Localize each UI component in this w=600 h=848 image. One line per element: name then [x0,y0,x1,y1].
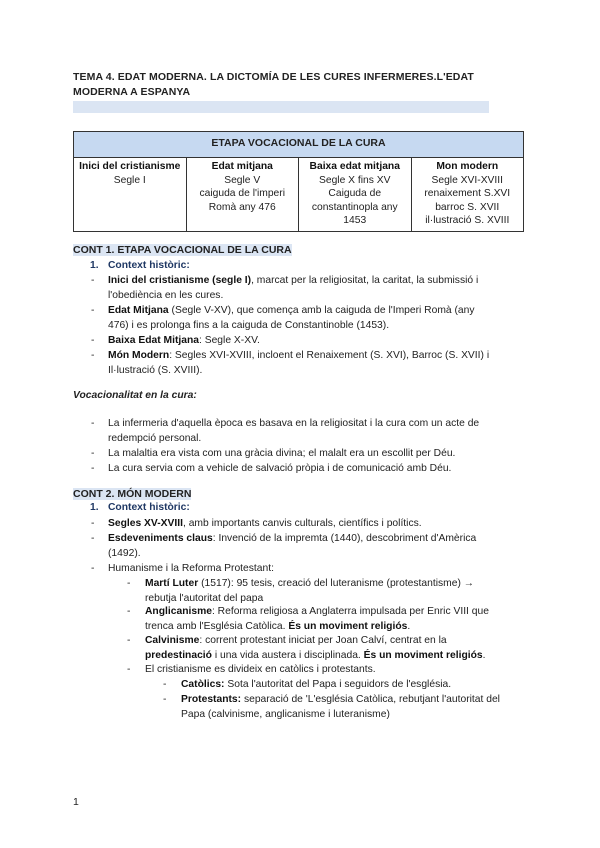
cell-line: caiguda de l'imperi [199,188,286,199]
list-item-cont: trenca amb l'Església Catòlica. És un moviment religiós. [145,621,411,632]
table-row [74,158,524,232]
list-item-cont: predestinació i una vida austera i disciplinada. És un moviment religiós. [145,650,486,661]
list-item: Món Modern: Segles XVI-XVIII, incloent el Renaixement (S. XVI), Barroc (S. XVII) i [108,350,490,361]
table-header: ETAPA VOCACIONAL DE LA CURA [74,132,524,158]
document-title: TEMA 4. EDAT MODERNA. LA DICTOMÍA DE LES CURES INFERMERES.L'EDAT MODERNA A ESPANYA [73,71,474,98]
cell-line: Romà any 476 [208,201,276,213]
cell-line: constantinopla any [311,201,398,213]
list-item-nested2: Protestants: separació de 'L'església Catòlica, rebutjant l'autoritat del [181,694,500,705]
list-item: Inici del cristianisme (segle I), marcat per la religiositat, la caritat, la submissió i [108,275,479,286]
section-heading-cont1: CONT 1. ETAPA VOCACIONAL DE LA CURA [73,244,292,256]
table-cell-edat-mitjana [186,158,299,232]
list-item: La infermeria d'aquella època es basava en la religiositat i la cura com un acte de [108,418,480,429]
list-item: Esdeveniments claus: Invenció de la impremta (1440), descobriment d'Amèrica [108,533,477,544]
cell-line: 1453 [343,215,367,226]
list-item-nested2: Catòlics: Sota l'autoritat del Papa i seguidors de l'església. [181,679,452,690]
cell-title: Inici del cristianisme [79,161,181,172]
list-item-nested: Anglicanisme: Reforma religiosa a Anglaterra impulsada per Enric VIII que [145,606,489,617]
list-number: 1. [90,502,99,513]
list-item-nested: Martí Luter (1517): 95 tesis, creació del luteranisme (protestantisme) → [145,578,475,589]
subsection-title: Context històric: [108,502,190,513]
list-item: Humanisme i la Reforma Protestant: [108,563,274,574]
list-item: La cura servia com a vehicle de salvació pròpia i de comunicació amb Déu. [108,463,452,474]
cell-line: il·lustració S. XVIII [425,215,510,226]
cell-line: Segle V [224,174,261,186]
etapa-vocacional-table [73,131,524,232]
list-item-cont: 476) i es prolonga fins a la caiguda de Constantinoble (1453). [108,320,390,331]
list-item: Segles XV-XVIII, amb importants canvis culturals, científics i polítics. [108,518,422,529]
list-item-cont: Papa (calvinisme, anglicanisme i luteranisme) [181,709,390,720]
list-number: 1. [90,260,99,271]
list-item-cont: l'obediència en les cures. [108,290,224,301]
page-number: 1 [73,796,79,808]
subsection-title: Context històric: [108,260,190,271]
list-item: Edat Mitjana (Segle V-XV), que comença amb la caiguda de l'Imperi Romà (any [108,305,475,316]
table-cell-inici [74,158,187,232]
list-item-cont: redempció personal. [108,433,202,444]
cell-line: Segle XVI-XVIII [431,174,504,186]
cell-line: barroc S. XVII [435,201,500,213]
title-highlight-bar [73,101,489,113]
list-item-cont: rebutja l'autoritat del papa [145,593,264,604]
cell-title: Edat mitjana [211,161,273,172]
table-cell-baixa-edat [299,158,412,232]
vocacionalitat-heading: Vocacionalitat en la cura: [73,390,197,401]
list-item-cont: Il·lustració (S. XVIII). [108,365,203,376]
list-item: Baixa Edat Mitjana: Segle X-XV. [108,335,260,346]
cell-line: Segle X fins XV [318,174,391,186]
section-heading-cont2: CONT 2. MÓN MODERN [73,488,192,500]
list-item-nested: El cristianisme es divideix en catòlics i protestants. [145,664,376,675]
list-item-cont: (1492). [108,548,141,559]
list-item-nested: Calvinisme: corrent protestant iniciat per Joan Calví, centrat en la [145,635,447,646]
cell-line: renaixement S.XVI [424,188,511,199]
cell-title: Mon modern [436,161,499,172]
cell-line: Caiguda de [328,188,382,199]
table-cell-mon-modern [411,158,524,232]
cell-line: Segle I [113,174,146,186]
cell-title: Baixa edat mitjana [309,161,400,172]
list-item: La malaltia era vista com una gràcia divina; el malalt era un escollit per Déu. [108,448,456,459]
